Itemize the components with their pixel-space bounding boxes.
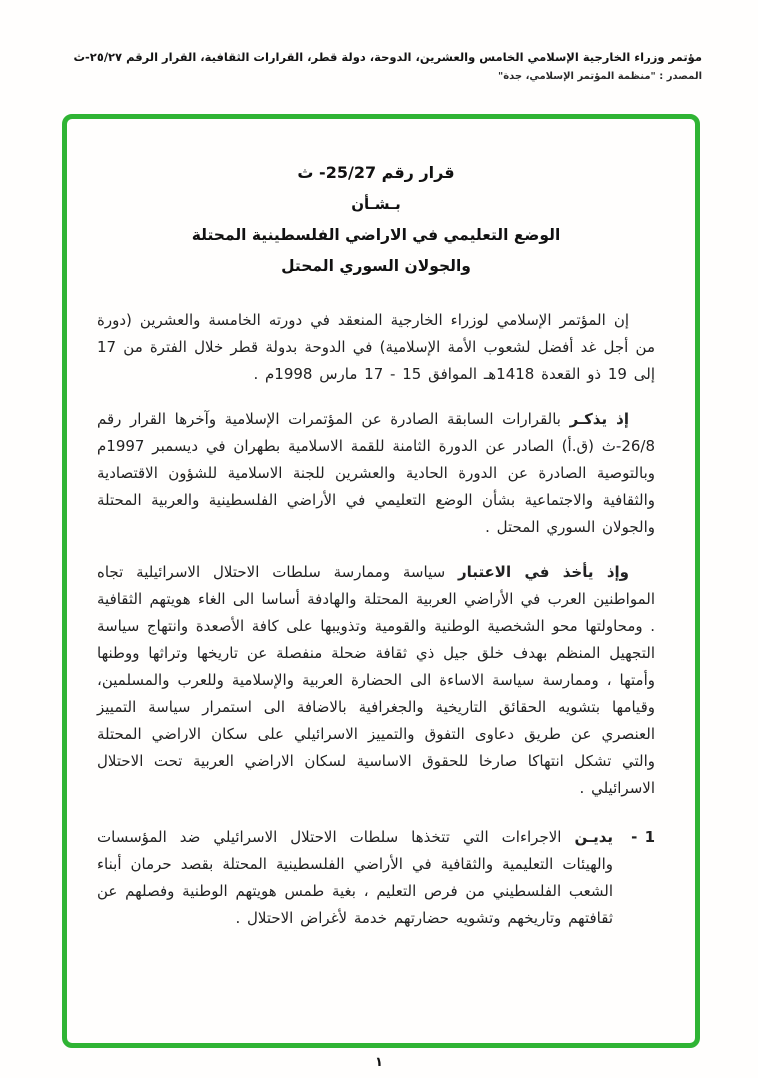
source-header-line1: مؤتمر وزراء الخارجية الإسلامي الخامس والعشرين، الدوحة، دولة قطر، القرارات الثقافية، القرار الرقم ٢٥/٢٧-ث bbox=[73, 50, 702, 64]
clause-item-1 bbox=[97, 824, 655, 932]
paragraph-preamble-text: إن المؤتمر الإسلامي لوزراء الخارجية المنعقد في دورته الخامسة والعشرين (دورة من أجل غد أفضل لشعوب الأمة الإسلامية) في الدوحة بدولة قطر خلال الفترة من 17 إلى 19 ذو القعدة 1418هـ الموافق 15 - 17 مارس 1998م . bbox=[97, 311, 655, 383]
paragraph-considering-text: سياسة وممارسة سلطات الاحتلال الاسرائيلية تجاه المواطنين العرب في الأراضي العربية المحتلة والهادفة أساسا الى الغاء هويتهم الثقافية . ومحاولتها محو الشخصية الوطنية والقومية وتذويبها على كافة الأصعدة وانتهاج سياسة التجهيل المنظم بهدف خلق جيل ذي ثقافة ضحلة منفصلة عن تاريخها وتراثها ووطنها وأمتها ، وممارسة سياسة الاساءة الى الحضارة العربية والإسلامية وللعرب والمسلمين، وقيامها بتشويه الحقائق التاريخية والجغرافية بالاضافة الى استمرار سياسة التمييز العنصري عن طريق دعاوى التفوق والتمييز الاسرائيلي على سكان الاراضي المحتلة والتي تشكل انتهاكا صارخا للحقوق الاساسية لسكان الاراضي العربية تحت الاحتلال الاسرائيلي . bbox=[97, 563, 655, 797]
paragraph-recalling-text: بالقرارات السابقة الصادرة عن المؤتمرات الإسلامية وآخرها القرار رقم 26/8-ث (ق.أ) الصادر عن الدورة الثامنة للقمة الاسلامية بطهران في ديسمبر 1997م وبالتوصية الصادرة عن الدورة الحادية والعشرين للجنة الاسلامية للشؤون الاقتصادية والثقافية والاجتماعية بشأن الوضع التعليمي في الأراضي الفلسطينية والعربية المحتلة والجولان السوري المحتل . bbox=[97, 410, 655, 536]
clause-item-1-lead: يديـن bbox=[574, 828, 613, 846]
paragraph-preamble bbox=[97, 307, 655, 388]
source-header-line2: المصدر : "منظمة المؤتمر الإسلامي، جدة" bbox=[497, 71, 702, 82]
clause-item-1-body bbox=[97, 824, 613, 932]
paragraph-considering bbox=[97, 559, 655, 802]
paragraph-recalling-lead: إذ يذكـر bbox=[569, 410, 630, 428]
resolution-subject-line1: الوضع التعليمي في الاراضي الفلسطينية المحتلة bbox=[191, 226, 561, 244]
green-border-frame bbox=[62, 114, 700, 1048]
clause-item-1-text: الاجراءات التي تتخذها سلطات الاحتلال الاسرائيلي ضد المؤسسات والهيئات التعليمية والثقافية في الأراضي الفلسطينية المحتلة بقصد حرمان أبناء الشعب الفلسطيني من فرص التعليم ، بغية طمس هويتهم الوطنية وفصلهم عن ثقافتهم وتاريخهم وتشويه حضارتهم خدمة لأغراض الاحتلال . bbox=[97, 828, 613, 927]
resolution-number-title: قرار رقم 25/27- ث bbox=[297, 163, 455, 182]
clause-item-1-number: 1 - bbox=[631, 828, 655, 846]
resolution-subject-line2: والجولان السوري المحتل bbox=[281, 257, 471, 275]
paragraph-recalling bbox=[97, 406, 655, 541]
paragraph-considering-lead: وإذ يأخذ في الاعتبار bbox=[458, 563, 629, 581]
source-header bbox=[58, 50, 702, 82]
page-number: ١ bbox=[375, 1055, 383, 1070]
resolution-title-block bbox=[97, 163, 655, 275]
resolution-regarding-label: بـشـأن bbox=[351, 195, 401, 213]
resolution-body bbox=[97, 307, 655, 932]
